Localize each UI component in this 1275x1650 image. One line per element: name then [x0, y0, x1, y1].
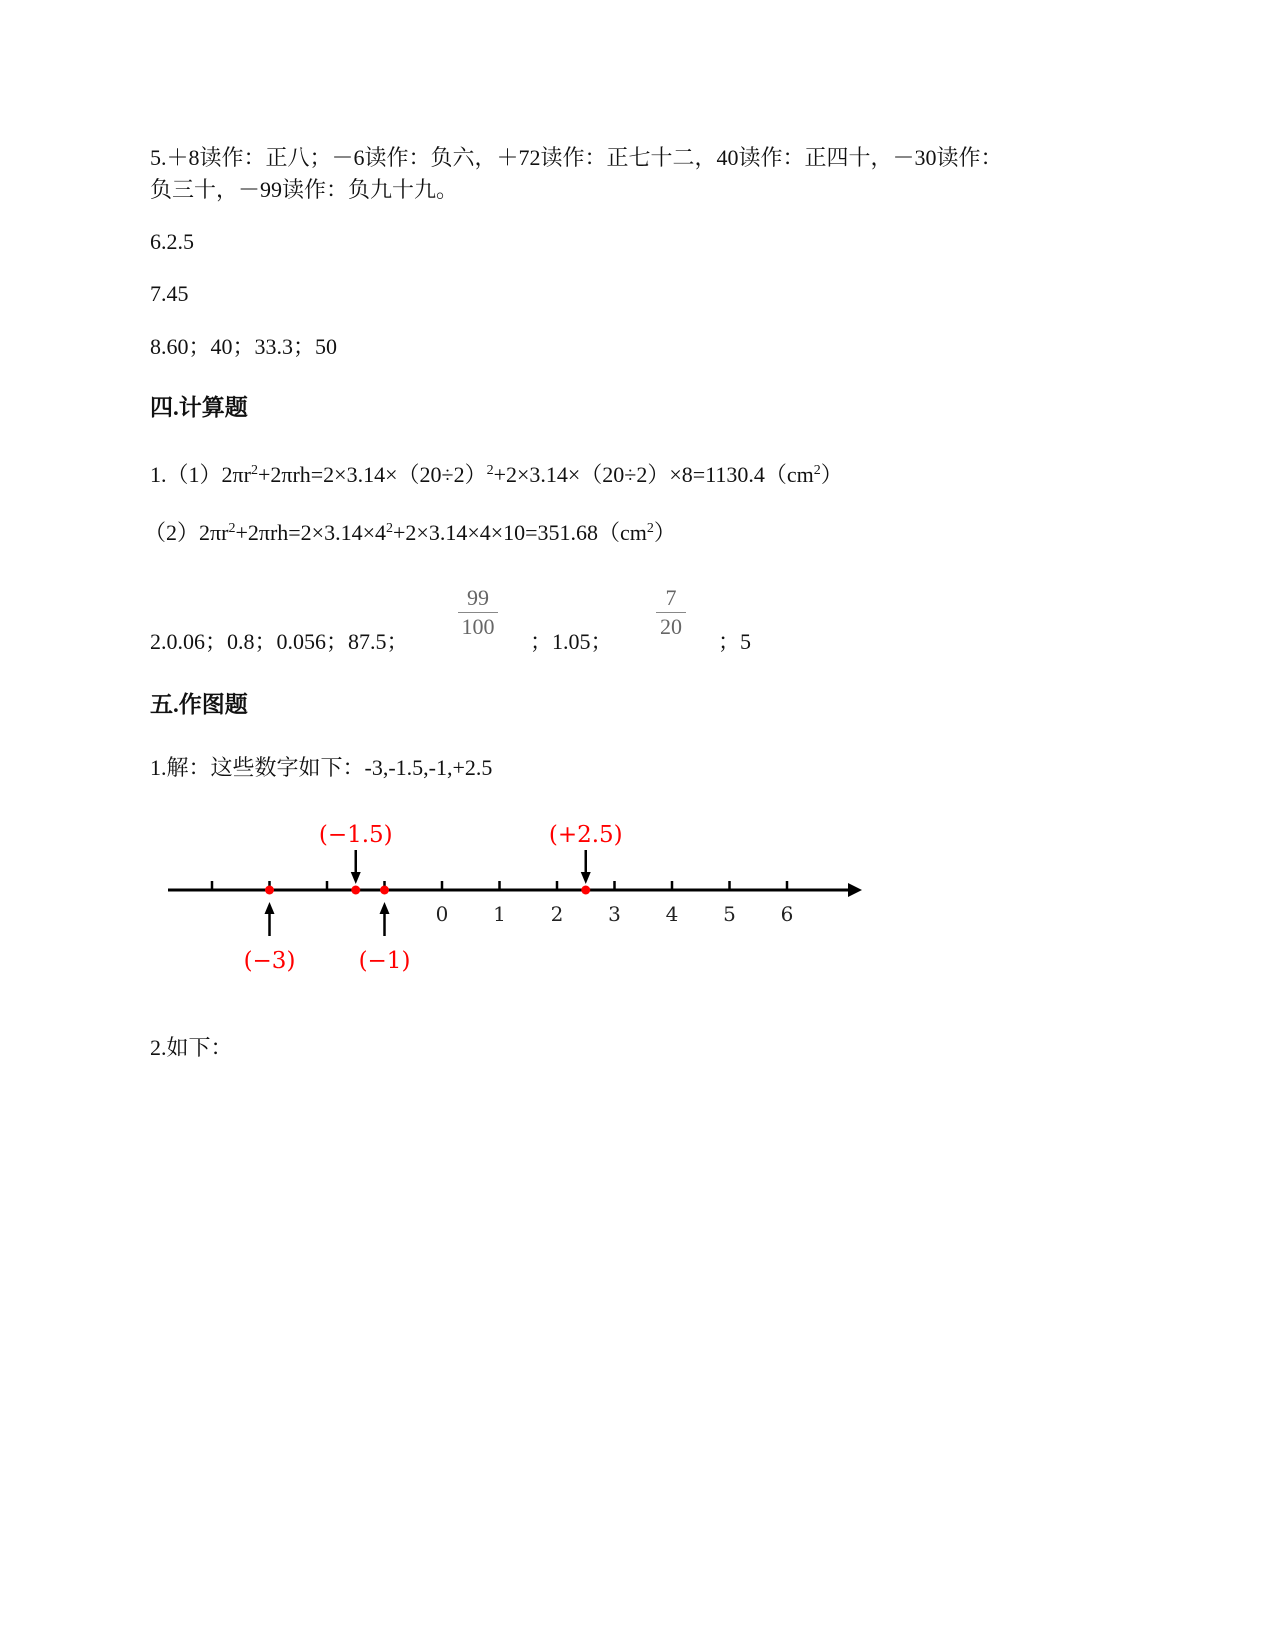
- down-arrow-head: [351, 872, 361, 884]
- marked-point: [380, 886, 389, 895]
- calc-2-middle: ；1.05；: [530, 629, 613, 654]
- fraction-numerator: 99: [467, 585, 489, 610]
- answer-5-line1: 5.＋8读作：正八；－6读作：负六，＋72读作：正七十二，40读作：正四十，－30读作：: [150, 145, 1003, 170]
- tick-label: 1: [493, 902, 506, 926]
- annotation-above: (−1.5): [318, 822, 393, 848]
- tick-label: 4: [665, 902, 679, 926]
- calc-1-part-2: $(2)2\pi r^2+2\pi rh=2\times 3.14\times 4^2+2\times 3.14\times 4\times 10=351.68(cm^2)$: [144, 520, 676, 545]
- fraction-bar: [458, 612, 498, 613]
- marked-point: [581, 886, 590, 895]
- fraction-bar: [656, 612, 686, 613]
- calc-2-suffix: ；5: [718, 629, 752, 654]
- fraction-99-100: [458, 585, 498, 640]
- calc-2-prefix: 2.0.06；0.8；0.056；87.5；: [150, 629, 409, 654]
- fraction-denominator: 20: [660, 614, 682, 639]
- number-line-figure: [160, 822, 880, 988]
- tick-label: 2: [550, 902, 564, 926]
- section-4-heading: 四.计算题: [150, 395, 248, 420]
- annotation-below: (−1): [358, 948, 411, 974]
- up-arrow-head: [380, 902, 390, 914]
- answer-6: 6.2.5: [150, 229, 194, 254]
- tick-label: 5: [723, 902, 736, 926]
- fraction-7-20: [656, 585, 686, 640]
- answer-5-line2: 负三十，－99读作：负九十九。: [150, 177, 459, 202]
- tick-label: 3: [608, 902, 621, 926]
- annotation-below: (−3): [243, 948, 296, 974]
- tick-label: 0: [435, 902, 449, 926]
- number-line-arrowhead: [848, 883, 862, 897]
- tick-label: 6: [780, 902, 794, 926]
- annotation-above: (+2.5): [548, 822, 623, 848]
- calc-1-part-1: $1.(1)2\pi r^2+2\pi rh=2\times 3.14\times(20\div 2)^2+2\times 3.14\times(20\div 2)\times 8=1130.4(cm^2)$: [150, 462, 843, 487]
- fraction-denominator: 100: [461, 614, 495, 639]
- marked-point: [265, 886, 274, 895]
- marked-point: [351, 886, 360, 895]
- up-arrow-head: [265, 902, 275, 914]
- down-arrow-head: [581, 872, 591, 884]
- section-5-heading: 五.作图题: [150, 692, 248, 717]
- draw-2-text: 2.如下：: [150, 1035, 233, 1060]
- answer-8: 8.60；40；33.3；50: [150, 334, 338, 359]
- answer-7: 7.45: [150, 281, 189, 306]
- fraction-numerator: 7: [665, 585, 677, 610]
- draw-1-text: 1.解：这些数字如下：-3,-1.5,-1,+2.5: [150, 755, 493, 780]
